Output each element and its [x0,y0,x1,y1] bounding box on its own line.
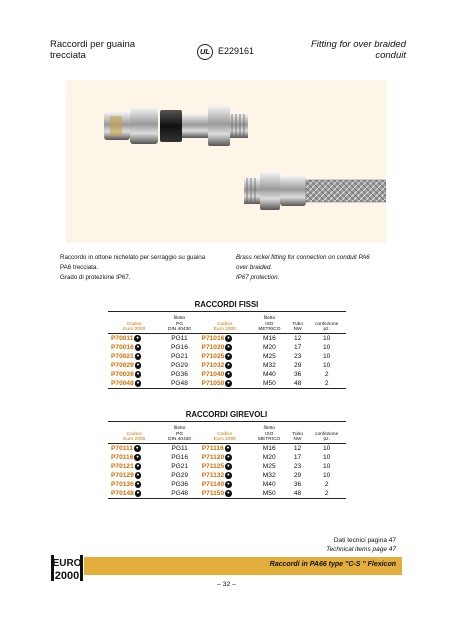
thread-iso-cell: M20 [262,344,276,351]
thread-iso-cell: M50 [262,380,276,387]
header-tube-nw-line: Tubo [292,431,303,437]
ul-file-number: E229161 [218,46,255,56]
header-thread-iso [251,312,288,334]
approval-mark-icon: ● [136,490,140,495]
tube-nw-cell: 48 [293,490,302,497]
code-pg-cell [108,444,161,454]
code-pg-cell [108,453,161,462]
fixed-fittings-table [108,311,346,389]
thread-pg-cell: PG36 [171,481,189,488]
logo-text-2000: 2000 [54,570,80,582]
thread-pg-cell: PG36 [171,371,188,378]
package-cell: 2 [324,481,329,488]
product-code: P70021 [111,353,134,360]
table-row [108,379,346,389]
header-thread-pg [160,312,198,334]
tube-nw-cell: 12 [293,335,302,342]
header-code-pg [108,422,161,444]
approval-mark-icon: ● [136,472,140,477]
desc-it-line3: Grado di protezione IP67. [60,274,131,281]
approval-mark-icon: ● [227,353,230,358]
package-cell: 10 [322,472,331,479]
tube-nw-cell: 29 [293,362,302,369]
swivel-fittings-table [108,421,346,499]
package-cell: 10 [322,463,331,470]
header-package-line: pz. [323,326,330,332]
fitting-with-conduit-image [244,172,386,210]
header-thread-pg-line: PG [176,321,183,327]
code-pg-cell [108,480,161,489]
product-code: P71032 [201,362,225,369]
thread-iso-cell: M32 [262,362,276,369]
code-pg-cell [108,379,160,389]
package-cell: 2 [324,380,329,387]
desc-it-line2: PA6 trecciata. [60,264,99,271]
thread-pg-cell: PG21 [171,353,188,360]
code-iso-cell [199,462,251,471]
approval-mark-icon: ● [227,380,230,385]
desc-en-line1: Brass nickel fitting for connection on conduit PA6 [236,254,370,261]
thread-pg-cell: PG29 [171,362,188,369]
code-iso-cell [199,471,251,480]
approval-mark-icon: ● [227,490,230,495]
approval-mark-icon: ● [136,353,140,358]
header-code-iso [199,312,251,334]
product-code: P70129 [111,472,134,479]
thread-iso-cell: M40 [262,371,276,378]
header-code-iso-line: Codice [217,321,233,327]
header-title-english [311,39,406,61]
code-iso-cell [199,489,251,499]
desc-en-line2: over braided. [236,264,273,271]
table-header-row [108,312,346,334]
header-thread-iso-line: filetto [263,426,275,432]
approval-mark-icon: ● [136,371,140,376]
tube-nw-cell: 23 [293,353,302,360]
code-iso-cell [199,334,251,344]
tech-ref-english: Technical items page 47 [326,545,396,553]
product-code: P71140 [201,481,225,488]
approval-mark-icon: ● [136,463,140,468]
header-thread-pg-line: DIN 40430 [168,436,192,442]
product-code: P70036 [111,371,134,378]
header-tube-nw [288,312,308,334]
table-row [108,444,346,454]
table-header-row [108,422,346,444]
package-cell: 10 [322,454,331,461]
header-en-line2: conduit [375,50,406,61]
package-cell: 10 [323,362,331,369]
header-tube-nw-line: NW [293,436,302,442]
thread-iso-cell: M25 [262,353,276,360]
thread-iso-cell: M16 [262,335,276,342]
approval-mark-icon: ● [136,380,140,385]
header-thread-iso-line: filetto [263,316,276,322]
fitting-assembly-image [104,106,248,146]
table-row [108,334,346,344]
code-iso-cell [199,361,251,370]
approval-mark-icon: ● [227,335,230,340]
product-code: P71040 [201,371,225,378]
code-iso-cell [199,352,251,361]
tube-nw-cell: 36 [293,481,302,488]
header-code-iso-line: Euro 2000 [213,436,236,442]
approval-mark-icon: ● [227,454,230,459]
header-thread-iso-line: METRICO [258,326,281,332]
product-code: P70029 [111,362,134,369]
product-code: P70048 [111,380,134,387]
header-title-italian [50,39,135,61]
header-thread-iso-line: METRICO [258,436,281,442]
thread-pg-cell: PG16 [171,344,188,351]
header-tube-nw-line: NW [293,326,302,332]
approval-mark-icon: ● [227,344,230,349]
table-row [108,480,346,489]
code-pg-cell [108,370,160,379]
table-row [108,361,346,370]
page-number: – 32 – [217,581,236,588]
code-pg-cell [108,471,161,480]
code-iso-cell [199,343,251,352]
header-code-pg-line: Codice [126,431,142,437]
product-code: P71016 [201,335,225,342]
product-code: P70016 [111,344,134,351]
header-package-line: confezione [315,431,339,437]
tube-nw-cell: 29 [293,472,302,479]
fixed-fittings-title: RACCORDI FISSI [194,300,259,309]
product-code: P71020 [201,344,225,351]
product-code: P70011 [111,335,134,342]
code-pg-cell [108,489,161,499]
package-cell: 2 [324,371,329,378]
header-code-iso-line: Euro 2000 [213,326,236,332]
tech-ref-italian: Dati tecnici pagina 47 [333,537,396,544]
tube-nw-cell: 17 [293,454,302,461]
package-cell: 10 [323,335,331,342]
tube-nw-cell: 17 [293,344,302,351]
header-thread-iso-line: ISO [265,321,274,327]
product-code: P71116 [201,445,224,452]
package-cell: 10 [323,353,331,360]
thread-pg-cell: PG11 [171,445,188,452]
header-package-line: pz. [323,436,330,442]
desc-it-line1: Raccordo in ottone nichelato per serraggio su guaina [60,254,206,261]
header-tube-nw-line: Tubo [292,321,303,327]
header-code-pg-line: Euro 2000 [123,436,146,442]
header-thread-pg-line: DIN 40430 [168,326,191,332]
header-thread-pg [161,422,199,444]
desc-en-line3: IP67 protection. [236,274,280,281]
code-pg-cell [108,334,160,344]
approval-mark-icon: ● [227,463,230,468]
table-row [108,471,346,480]
description-italian [60,253,205,283]
tube-nw-cell: 23 [293,463,302,470]
product-code: P71125 [201,463,225,470]
approval-mark-icon: ● [136,454,139,459]
thread-iso-cell: M32 [262,472,276,479]
header-tube-nw [288,422,308,444]
tube-nw-cell: 48 [293,380,302,387]
table-row [108,343,346,352]
product-code: P71120 [201,454,225,461]
header-code-pg-line: Euro 2000 [123,326,146,332]
approval-mark-icon: ● [227,481,230,486]
product-photo [66,80,386,243]
technical-reference [326,537,396,554]
header-code-iso-line: Codice [217,431,233,437]
approval-mark-icon: ● [136,481,140,486]
thread-iso-cell: M16 [262,445,276,452]
product-code: P70116 [111,454,134,461]
header-it-line2: trecciata [50,50,86,61]
header-it-line1: Raccordi per guaina [50,39,136,50]
description-english [236,253,370,283]
code-iso-cell [199,453,251,462]
product-code: P70111 [111,445,134,452]
product-code: P71150 [201,490,225,497]
footer-bar [78,557,402,575]
table-row [108,370,346,379]
thread-pg-cell: PG29 [171,472,189,479]
header-thread-pg-line: filetto [173,426,186,432]
code-pg-cell [108,462,161,471]
table-row [108,462,346,471]
product-code: P71025 [201,353,225,360]
approval-mark-icon: ● [227,371,230,376]
table-row [108,453,346,462]
header-code-pg [108,312,160,334]
thread-pg-cell: PG48 [171,490,189,497]
tube-nw-cell: 12 [293,445,302,452]
thread-iso-cell: M50 [262,490,276,497]
table-row [108,352,346,361]
header-thread-pg-line: filetto [173,316,186,322]
header-package [307,422,346,444]
code-pg-cell [108,361,160,370]
table-row [108,489,346,499]
logo-text-euro: EURO [52,558,82,569]
approval-mark-icon: ● [136,344,140,349]
code-pg-cell [108,352,160,361]
code-iso-cell [199,379,251,389]
swivel-fittings-title: RACCORDI GIREVOLI [185,410,268,419]
approval-mark-icon: ● [227,472,230,477]
thread-iso-cell: M25 [262,463,276,470]
approval-mark-icon: ● [136,362,140,367]
approval-mark-icon: ● [136,335,139,340]
product-code: P70136 [111,481,134,488]
header-code-iso [199,422,251,444]
thread-iso-cell: M20 [262,454,276,461]
code-iso-cell [199,444,251,454]
code-pg-cell [108,343,160,352]
product-code: P71132 [201,472,225,479]
code-iso-cell [199,370,251,379]
thread-iso-cell: M40 [262,481,276,488]
package-cell: 10 [323,344,331,351]
approval-mark-icon: ● [226,445,230,450]
approval-mark-icon: ● [227,362,230,367]
ul-certification-icon: UL [197,44,213,60]
code-iso-cell [199,480,251,489]
header-package [307,312,346,334]
header-thread-pg-line: PG [176,431,184,437]
approval-mark-icon: ● [135,445,139,450]
tube-nw-cell: 36 [293,371,302,378]
thread-pg-cell: PG16 [171,454,189,461]
euro2000-logo [50,551,84,585]
thread-pg-cell: PG48 [171,380,188,387]
header-code-pg-line: Codice [126,321,142,327]
thread-pg-cell: PG21 [171,463,189,470]
package-cell: 10 [322,445,331,452]
header-package-line: confezione [315,321,339,327]
thread-pg-cell: PG11 [171,335,188,342]
header-thread-iso-line: ISO [265,431,274,437]
footer-bar-text: Raccordi in PA66 type "C-S " Flexicon [269,561,396,568]
product-code: P70148 [111,490,134,497]
package-cell: 2 [324,490,329,497]
product-code: P71050 [201,380,225,387]
header-en-line1: Fitting for over braided [310,39,406,50]
header-thread-iso [251,422,288,444]
product-code: P70121 [111,463,134,470]
